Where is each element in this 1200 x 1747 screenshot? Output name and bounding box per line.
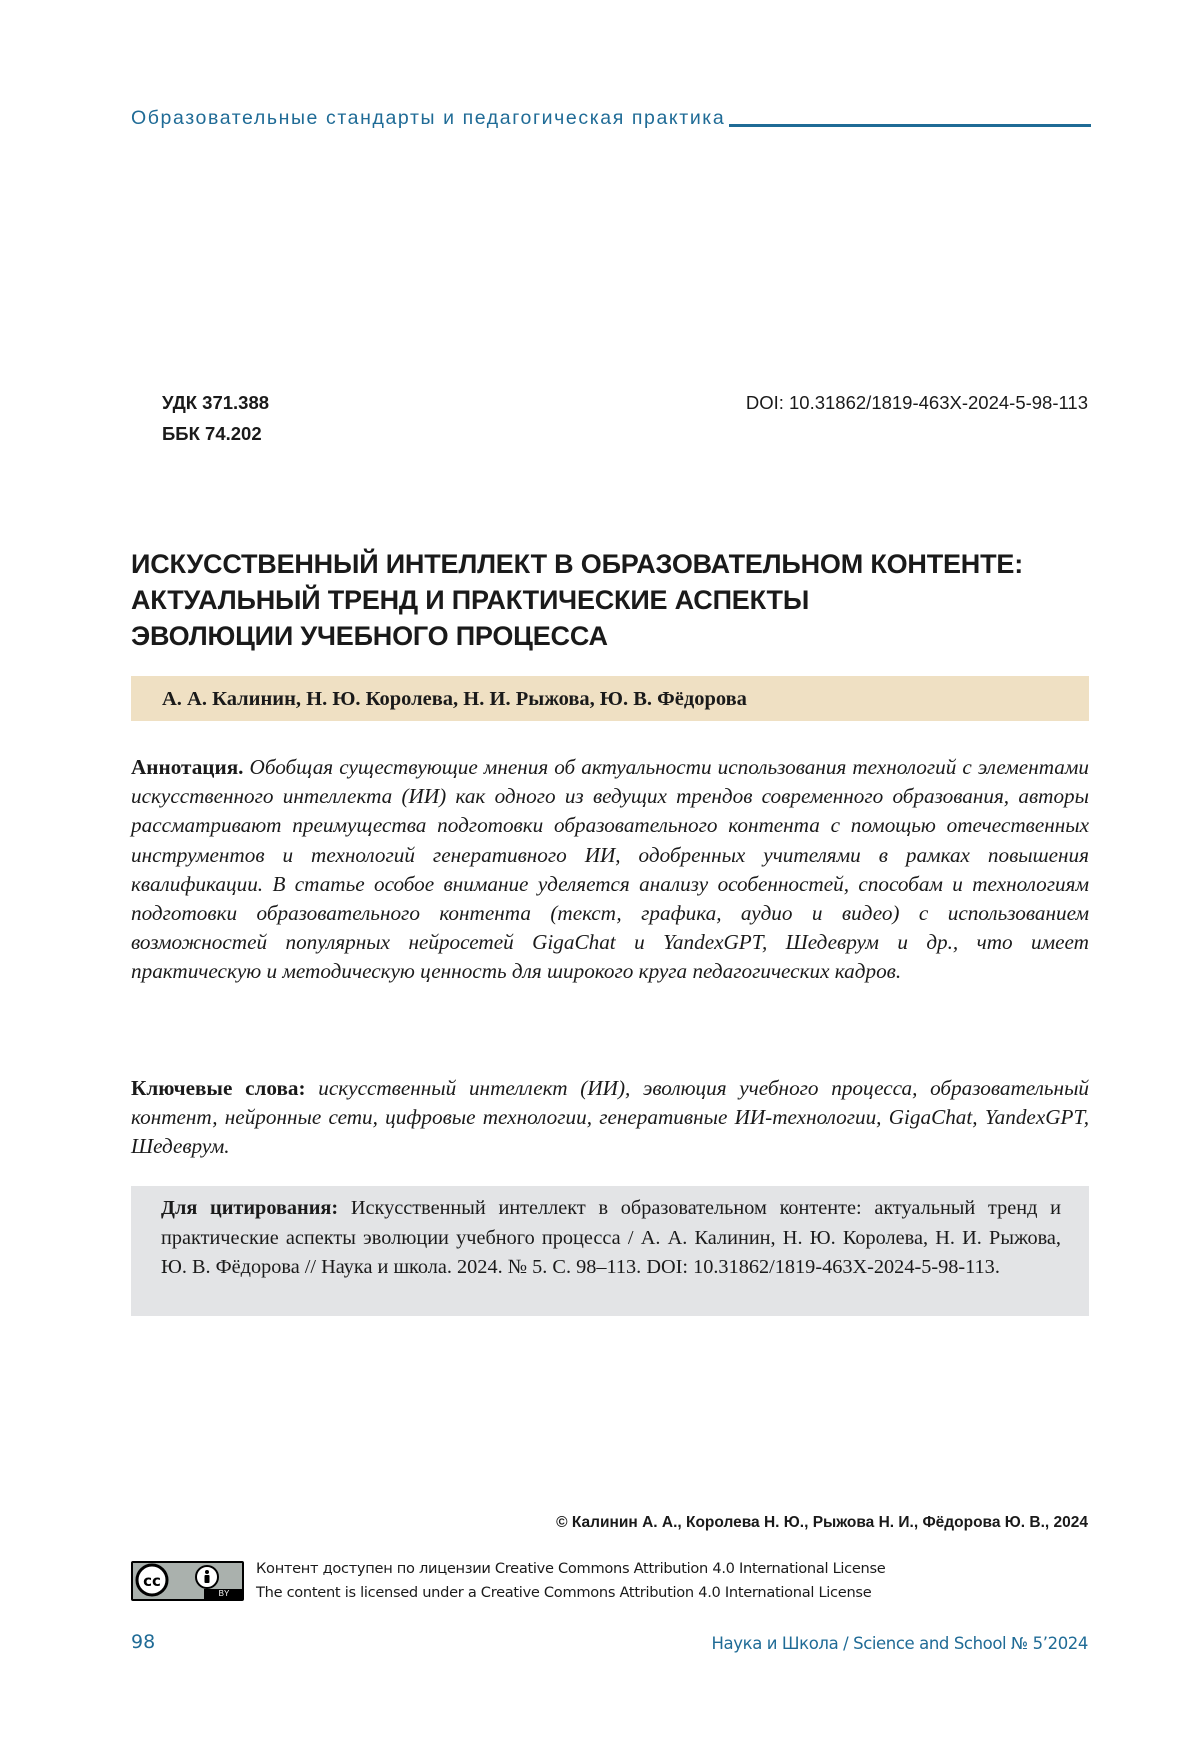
udk-code: УДК 371.388 — [162, 392, 270, 413]
authors: А. А. Калинин, Н. Ю. Королева, Н. И. Рыжова, Ю. В. Фёдорова — [162, 688, 747, 710]
keywords-text: искусственный интеллект (ИИ), эволюция учебного процесса, образовательный контент, нейронные сети, цифровые технологии, генеративные ИИ-технологии, GigaChat, YandexGPT, Шедеврум. — [131, 1076, 1090, 1159]
citation-label: Для цитирования: — [161, 1197, 339, 1219]
abstract — [131, 753, 1089, 987]
license-text-ru: Контент доступен по лицензии Creative Commons Attribution 4.0 International License — [256, 1560, 886, 1577]
title-line: ЭВОЛЮЦИИ УЧЕБНОГО ПРОЦЕССА — [131, 621, 608, 651]
svg-text:cc: cc — [143, 1572, 161, 1590]
citation — [161, 1194, 1061, 1283]
running-head — [131, 104, 1091, 128]
keywords — [131, 1074, 1089, 1162]
keywords-label: Ключевые слова: — [131, 1076, 306, 1100]
running-head-rule — [729, 124, 1091, 127]
license-text-en: The content is licensed under a Creative Commons Attribution 4.0 International License — [256, 1584, 872, 1601]
title-line: АКТУАЛЬНЫЙ ТРЕНД И ПРАКТИЧЕСКИЕ АСПЕКТЫ — [131, 585, 810, 615]
article-title — [131, 546, 1091, 654]
journal-name: Наука и Школа / Science and School № 5’2024 — [711, 1634, 1088, 1653]
bbk-code: ББК 74.202 — [162, 423, 262, 444]
abstract-text: Обобщая существующие мнения об актуальности использования технологий с элементами искусственного интеллекта (ИИ) как одного из ведущих трендов современного образования, авторы рассматривают преимущества подготовки образовательного контента с помощью отечественных инструментов и технологий генеративного ИИ, одобренных учителями в рамках повышения квалификации. В статье особое внимание уделяется анализу особенностей, способам и технологиям подготовки образовательного контента (текст, графика, аудио и видео) с использованием возможностей популярных нейросетей GigaChat и YandexGPT, Шедеврум и др., что имеет практическую и методическую ценность для широкого круга педагогических кадров. — [131, 755, 1089, 984]
title-line: ИСКУССТВЕННЫЙ ИНТЕЛЛЕКТ В ОБРАЗОВАТЕЛЬНОМ КОНТЕНТЕ: — [131, 549, 1023, 579]
doi: DOI: 10.31862/1819-463X-2024-5-98-113 — [745, 392, 1088, 413]
cc-icon — [137, 1565, 167, 1595]
cc-by-badge[interactable] — [131, 1561, 244, 1601]
abstract-label: Аннотация. — [131, 755, 244, 779]
page-number: 98 — [131, 1631, 156, 1653]
running-head-text: Образовательные стандарты и педагогическая практика — [131, 106, 726, 129]
cc-by-label: BY — [204, 1589, 244, 1599]
copyright: © Калинин А. А., Королева Н. Ю., Рыжова Н. И., Фёдорова Ю. В., 2024 — [556, 1514, 1088, 1531]
attribution-person-icon — [196, 1566, 218, 1588]
citation-text: Искусственный интеллект в образовательном контенте: актуальный тренд и практические аспекты эволюции учебного процесса / А. А. Калинин, Н. Ю. Королева, Н. И. Рыжова, Ю. В. Фёдорова // Наука и школа. 2024. № 5. С. 98–113. DOI: 10.31862/1819-463X-2024-5-98-113. — [161, 1197, 1062, 1278]
